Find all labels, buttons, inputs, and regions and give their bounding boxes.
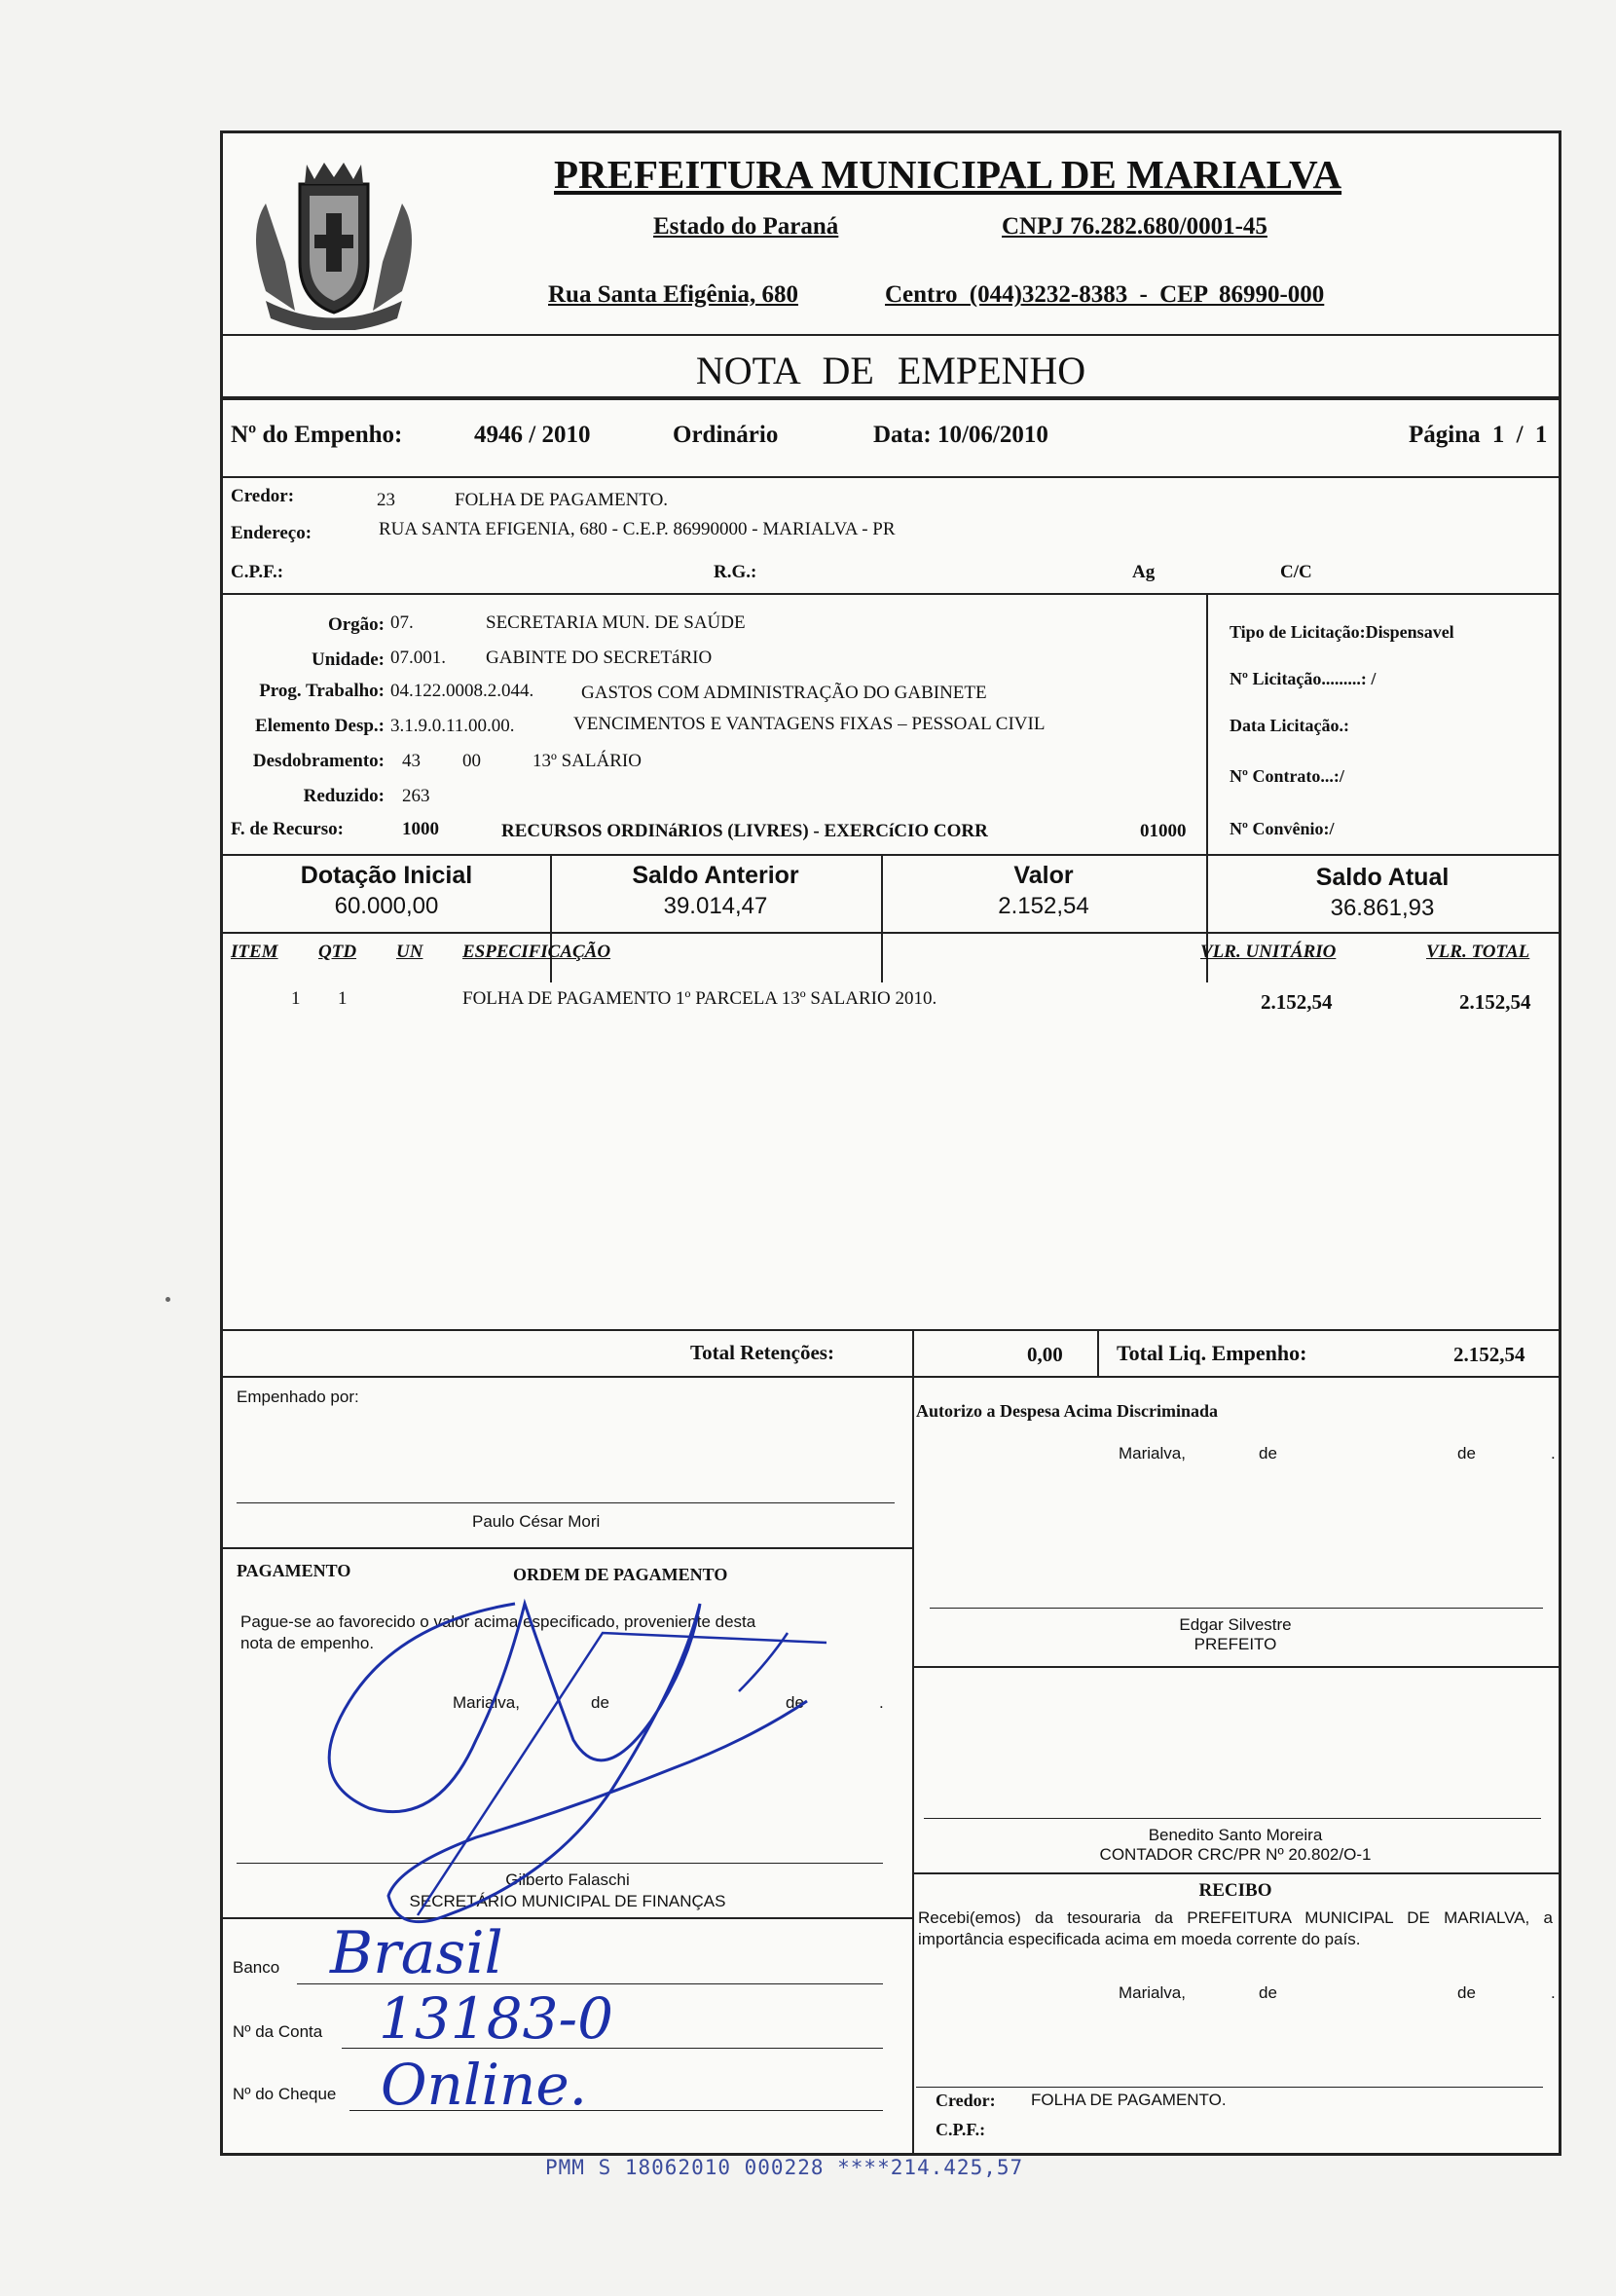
unidade-label: Unidade: [312,649,385,670]
mechanical-stamp: PMM S 18062010 000228 ****214.425,57 [545,2156,1024,2179]
prog-label: Prog. Trabalho: [259,681,385,701]
autorizo-label: Autorizo a Despesa Acima Discriminada [916,1401,1218,1421]
row-especificacao: FOLHA DE PAGAMENTO 1º PARCELA 13º SALARIO 2010. [462,988,937,1009]
liquido-value: 2.152,54 [1453,1343,1525,1366]
empenhado-name: Paulo César Mori [472,1512,601,1531]
numero-licitacao: Nº Licitação.........: / [1230,669,1377,688]
page-number: Página 1 / 1 [1409,422,1548,448]
row-qtd: 1 [338,988,348,1009]
endereco: RUA SANTA EFIGENIA, 680 - C.E.P. 86990000 - MARIALVA - PR [379,519,896,539]
credor-label: Credor: [231,486,295,506]
desdobramento-b: 00 [462,751,481,771]
municipality-title: PREFEITURA MUNICIPAL DE MARIALVA [554,152,1342,197]
pagamento-text: Pague-se ao favorecido o valor acima especificado, proveniente desta nota de empenho. [240,1612,756,1652]
ordem-pagamento-label: ORDEM DE PAGAMENTO [513,1565,728,1584]
fonte-recurso: RECURSOS ORDINáRIOS (LIVRES) - EXERCíCIO CORR [501,821,988,841]
recibo-text: Recebi(emos) da tesouraria da PREFEITURA MUNICIPAL DE MARIALVA, a importância especificada acima em moeda corrente do país. [918,1908,1553,1948]
autorizo-de2: de [1457,1444,1476,1463]
reduzido-label: Reduzido: [303,786,385,806]
recibo-de2: de [1457,1983,1476,2002]
financas-sign-title: SECRETÁRIO MUNICIPAL DE FINANÇAS [409,1892,726,1910]
document-title: NOTA DE EMPENHO [695,349,1086,392]
empenhado-label: Empenhado por: [237,1388,359,1406]
street-address: Rua Santa Efigênia, 680 [548,281,798,308]
empenho-form [220,130,1561,2156]
credor-code: 23 [377,490,395,510]
pagamento-place: Marialva, [453,1693,520,1712]
col-valor-unitario: VLR. UNITÁRIO [1200,942,1337,962]
prog-code: 04.122.0008.2.044. [390,681,534,701]
orgao: SECRETARIA MUN. DE SAÚDE [486,612,746,633]
state-name: Estado do Paraná [653,213,839,240]
contador-title: CONTADOR CRC/PR Nº 20.802/O-1 [1099,1845,1372,1864]
prog: GASTOS COM ADMINISTRAÇÃO DO GABINETE [581,683,987,703]
dotacao-label: Dotação Inicial [300,862,473,889]
recibo-label: RECIBO [1198,1880,1272,1901]
numero-contrato: Nº Contrato...:/ [1230,766,1344,786]
ag-label: Ag [1132,562,1156,582]
desdobramento-label: Desdobramento: [252,751,385,771]
elemento-code: 3.1.9.0.11.00.00. [390,716,515,736]
recibo-credor-label: Credor: [936,2091,996,2110]
empenho-date: Data: 10/06/2010 [873,422,1048,448]
fonte-recurso-label: F. de Recurso: [231,819,344,839]
row-item: 1 [291,988,301,1009]
fonte-recurso-number: 01000 [1140,821,1187,841]
row-valor-unitario: 2.152,54 [1261,990,1333,1014]
rg-label: R.G.: [714,562,757,582]
contador-name: Benedito Santo Moreira [1148,1826,1323,1844]
unidade: GABINTE DO SECRETáRIO [486,648,713,668]
prefeito-name: Edgar Silvestre [1179,1615,1292,1634]
recibo-place: Marialva, [1119,1983,1186,2002]
cnpj: CNPJ 76.282.680/0001-45 [1002,213,1267,240]
pagamento-label: PAGAMENTO [237,1561,351,1580]
elemento-label: Elemento Desp.: [255,716,385,736]
saldo-anterior-label: Saldo Anterior [632,862,799,889]
empenho-type: Ordinário [673,422,779,448]
prefeito-title: PREFEITO [1194,1635,1277,1653]
col-item: ITEM [231,942,278,962]
fonte-recurso-code: 1000 [402,819,439,839]
elemento: VENCIMENTOS E VANTAGENS FIXAS – PESSOAL CIVIL [573,714,1046,734]
recibo-cpf-label: C.P.F.: [936,2120,986,2139]
col-especificacao: ESPECIFICAÇÃO [462,942,611,962]
dotacao-value: 60.000,00 [334,893,439,919]
saldo-anterior-value: 39.014,47 [663,893,768,919]
recibo-de1: de [1259,1983,1277,2002]
saldo-atual-value: 36.861,93 [1330,895,1435,921]
data-licitacao: Data Licitação.: [1230,716,1349,735]
saldo-atual-label: Saldo Atual [1315,864,1450,891]
cheque-handwritten: Online. [381,2052,588,2118]
desdobramento: 13º SALÁRIO [533,751,642,771]
retencoes-value: 0,00 [1027,1343,1063,1366]
unidade-code: 07.001. [390,648,446,668]
cpf-label: C.P.F.: [231,562,284,582]
orgao-label: Orgão: [327,614,385,635]
cc-label: C/C [1280,562,1312,582]
scan-dot [165,1297,170,1302]
empenho-number: 4946 / 2010 [474,422,591,448]
pagamento-dot: . [879,1693,884,1712]
conta-label: Nº da Conta [233,2022,323,2041]
empenho-number-label: Nº do Empenho: [231,422,403,448]
valor-value: 2.152,54 [998,893,1089,919]
valor-label: Valor [1013,862,1074,889]
cheque-label: Nº do Cheque [233,2085,337,2103]
reduzido: 263 [402,786,430,806]
desdobramento-a: 43 [402,751,421,771]
pagamento-de1: de [591,1693,609,1712]
financas-sign-name: Gilberto Falaschi [505,1870,630,1889]
tipo-licitacao: Tipo de Licitação:Dispensavel [1230,622,1454,642]
autorizo-de1: de [1259,1444,1277,1463]
col-qtd: QTD [318,942,357,962]
autorizo-dot: . [1551,1444,1556,1463]
signature-icon [281,1545,885,1954]
recibo-dot: . [1551,1983,1556,2002]
district-phone-cep: Centro (044)3232-8383 - CEP 86990-000 [885,281,1325,308]
pagamento-de2: de [786,1693,804,1712]
autorizo-place: Marialva, [1119,1444,1186,1463]
liquido-label: Total Liq. Empenho: [1117,1341,1307,1365]
numero-convenio: Nº Convênio:/ [1230,819,1335,838]
endereco-label: Endereço: [231,523,312,543]
banco-label: Banco [233,1958,280,1977]
row-valor-total: 2.152,54 [1459,990,1531,1014]
col-valor-total: VLR. TOTAL [1426,942,1530,962]
banco-handwritten: Brasil [330,1919,503,1987]
credor-name: FOLHA DE PAGAMENTO. [455,490,669,510]
col-un: UN [396,942,423,962]
recibo-credor: FOLHA DE PAGAMENTO. [1031,2091,1227,2109]
orgao-code: 07. [390,612,414,633]
coat-of-arms-icon [237,145,431,330]
retencoes-label: Total Retenções: [690,1341,834,1364]
conta-handwritten: 13183-0 [379,1985,614,2052]
